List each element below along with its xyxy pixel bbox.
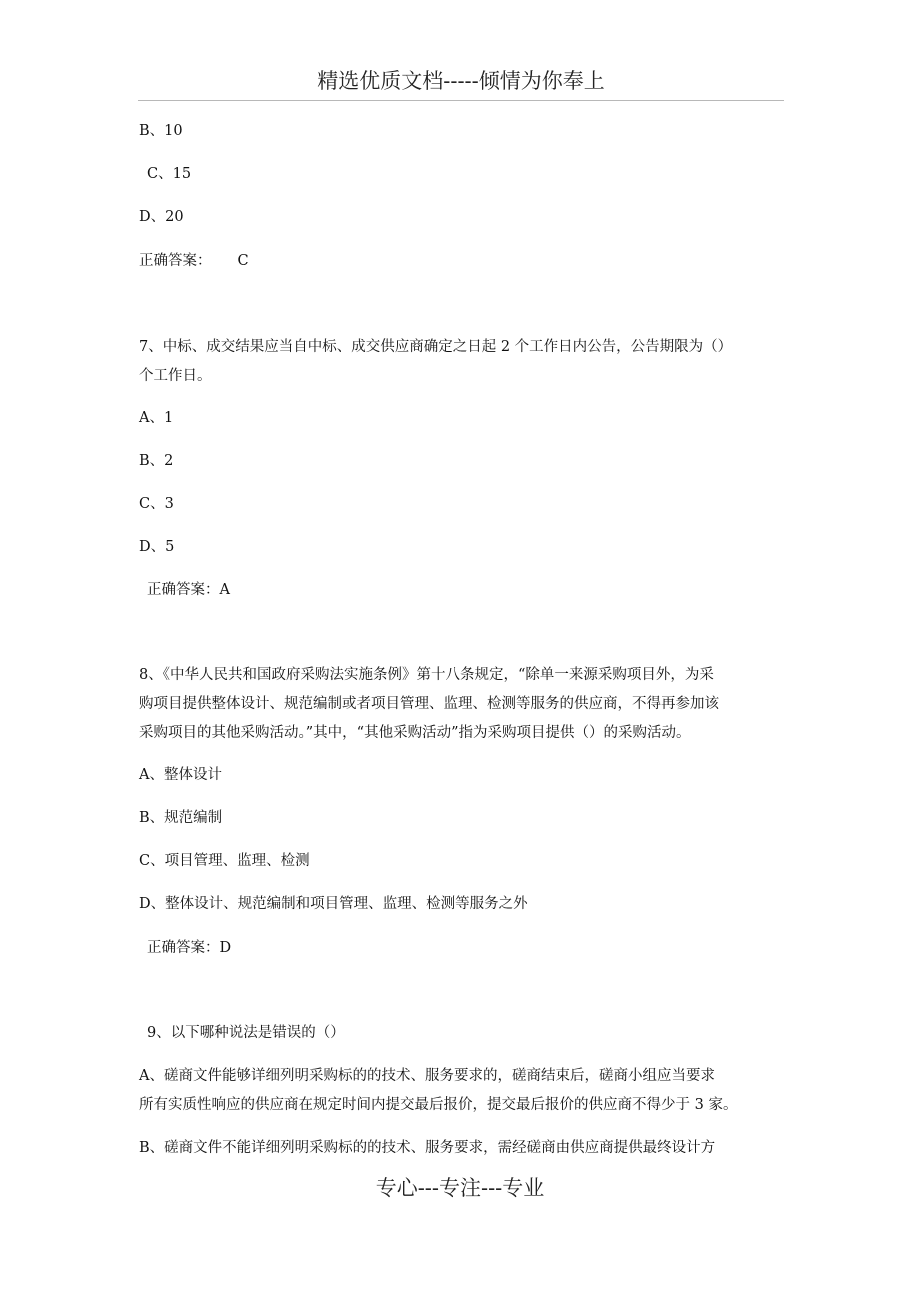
q6-option-b: B、10 — [139, 123, 183, 139]
q8-stem-line-3: 采购项目的其他采购活动。”其中，“其他采购活动”指为采购项目提供（）的采购活动。 — [139, 725, 691, 741]
q8-option-a: A、整体设计 — [139, 767, 222, 783]
q8-option-d: D、整体设计、规范编制和项目管理、监理、检测等服务之外 — [139, 896, 528, 912]
page-footer: 专心---专注---专业 — [375, 1176, 545, 1200]
q8-answer: 正确答案：D — [147, 940, 232, 956]
q7-option-a: A、1 — [139, 410, 174, 426]
q8-option-c: C、项目管理、监理、检测 — [139, 853, 310, 869]
page-header: 精选优质文档-----倾情为你奉上 — [138, 62, 784, 101]
q7-stem-line-2: 个工作日。 — [139, 368, 212, 384]
q7-answer: 正确答案：A — [147, 582, 230, 598]
q9-stem: 9、以下哪种说法是错误的（） — [147, 1025, 345, 1041]
q9-option-a-line-1: A、磋商文件能够详细列明采购标的的技术、服务要求的，磋商结束后，磋商小组应当要求 — [139, 1068, 715, 1084]
q7-stem-line-1: 7、中标、成交结果应当自中标、成交供应商确定之日起 2 个工作日内公告，公告期限为（） — [139, 339, 733, 355]
q6-answer — [139, 251, 249, 271]
q8-stem-line-1: 8、《中华人民共和国政府采购法实施条例》第十八条规定，“除单一来源采购项目外，为采 — [139, 667, 714, 683]
q7-option-d: D、5 — [139, 539, 175, 555]
q6-option-d: D、20 — [139, 209, 184, 225]
q7-option-b: B、2 — [139, 453, 174, 469]
q8-option-b: B、规范编制 — [139, 810, 223, 826]
q6-option-c: C、15 — [147, 166, 192, 182]
q9-option-a-line-2: 所有实质性响应的供应商在规定时间内提交最后报价，提交最后报价的供应商不得少于 3 家。 — [139, 1097, 738, 1113]
q7-option-c: C、3 — [139, 496, 174, 512]
q6-answer-value: C — [237, 253, 249, 269]
q9-option-b-line-1: B、磋商文件不能详细列明采购标的的技术、服务要求，需经磋商由供应商提供最终设计方 — [139, 1140, 716, 1156]
q6-answer-label: 正确答案： — [139, 253, 212, 269]
q8-stem-line-2: 购项目提供整体设计、规范编制或者项目管理、监理、检测等服务的供应商，不得再参加该 — [139, 696, 719, 712]
